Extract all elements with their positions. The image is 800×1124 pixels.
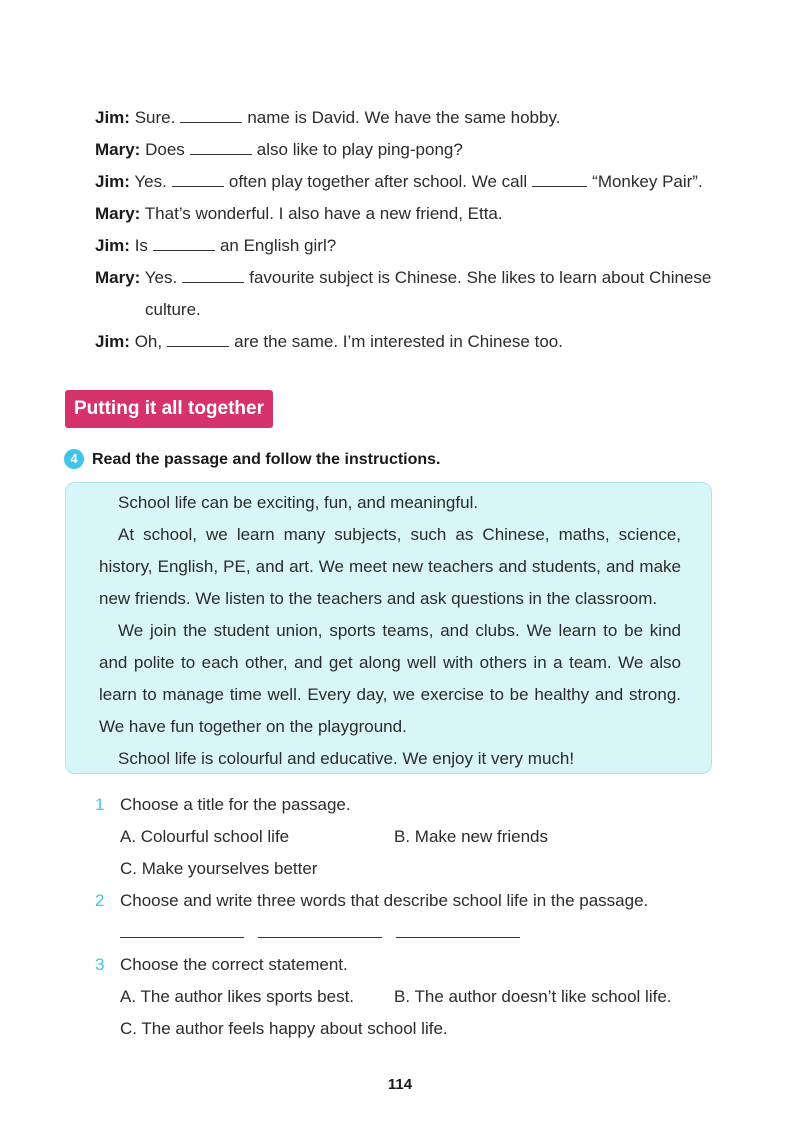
passage-paragraph: School life can be exciting, fun, and meaningful. [118, 493, 479, 512]
speaker-name: Mary: [95, 268, 141, 287]
dialogue-continuation: culture. [145, 300, 201, 319]
activity-instruction [64, 449, 441, 471]
passage-paragraph: We join the student union, sports teams, and clubs. We learn to be kind and polite to each other, and get along well with others in a team. We also learn to manage time well. Every day, we exercise to be healthy and strong. We have fun together on the playground. [99, 621, 681, 736]
dialogue-line [95, 134, 735, 166]
speaker-name: Jim: [95, 332, 130, 351]
option-row [95, 853, 735, 885]
dialogue-text: That’s wonderful. I also have a new friend, Etta. [144, 204, 503, 223]
answer-blank[interactable] [180, 108, 242, 123]
dialogue-text: also like to play ping-pong? [256, 140, 463, 159]
dialogue-line [95, 198, 735, 230]
dialogue-text: Yes. [144, 268, 178, 287]
speaker-name: Mary: [95, 204, 141, 223]
section-banner: Putting it all together [65, 390, 273, 428]
question-list [95, 789, 735, 1045]
dialogue-text: “Monkey Pair”. [592, 172, 703, 191]
dialogue-line [95, 166, 735, 198]
question-text: Choose and write three words that describe school life in the passage. [120, 891, 649, 910]
dialogue-line [95, 262, 735, 326]
dialogue-text: name is David. We have the same hobby. [247, 108, 561, 127]
reading-passage [65, 482, 712, 774]
option-a[interactable]: A. The author likes sports best. [120, 987, 355, 1006]
speaker-name: Jim: [95, 172, 130, 191]
option-row [95, 821, 735, 853]
answer-blank[interactable] [172, 172, 224, 187]
option-row [95, 981, 735, 1013]
answer-line[interactable] [258, 917, 382, 938]
dialogue-text: Is [134, 236, 148, 255]
question [95, 789, 735, 821]
dialogue-line [95, 326, 735, 358]
option-b[interactable]: B. Make new friends [394, 827, 549, 846]
question [95, 885, 735, 917]
passage-paragraph: School life is colourful and educative. We enjoy it very much! [118, 749, 575, 768]
speaker-name: Mary: [95, 140, 141, 159]
instruction-text: Read the passage and follow the instructions. [92, 451, 441, 468]
dialogue-line [95, 230, 735, 262]
dialogue-text: are the same. I’m interested in Chinese too. [234, 332, 563, 351]
dialogue [95, 102, 735, 358]
dialogue-text: an English girl? [219, 236, 337, 255]
option-a[interactable]: A. Colourful school life [120, 827, 290, 846]
dialogue-text: Yes. [134, 172, 167, 191]
page-number: 114 [387, 1076, 413, 1093]
answer-blank[interactable] [182, 268, 244, 283]
option-c[interactable]: C. The author feels happy about school life. [120, 1019, 448, 1038]
question-number: 1 [95, 795, 105, 814]
dialogue-line [95, 102, 735, 134]
speaker-name: Jim: [95, 108, 130, 127]
answer-line[interactable] [120, 917, 244, 938]
dialogue-text: Oh, [134, 332, 163, 351]
dialogue-text: Sure. [134, 108, 176, 127]
answer-blank[interactable] [153, 236, 215, 251]
question-number: 2 [95, 891, 105, 910]
dialogue-text: favourite subject is Chinese. She likes to learn about Chinese [249, 268, 712, 287]
answer-blank[interactable] [190, 140, 252, 155]
answer-line[interactable] [396, 917, 520, 938]
question-text: Choose the correct statement. [120, 955, 348, 974]
question-number: 3 [95, 955, 105, 974]
dialogue-text: often play together after school. We call [228, 172, 528, 191]
option-row [95, 1013, 735, 1045]
option-b[interactable]: B. The author doesn’t like school life. [394, 987, 672, 1006]
answer-blank[interactable] [167, 332, 229, 347]
option-c[interactable]: C. Make yourselves better [120, 859, 318, 878]
question [95, 949, 735, 981]
passage-paragraph: At school, we learn many subjects, such as Chinese, maths, science, history, English, PE, and art. We meet new teachers and students, and make new friends. We listen to the teachers and ask questions in the classroom. [99, 525, 681, 608]
dialogue-text: Does [145, 140, 185, 159]
speaker-name: Jim: [95, 236, 130, 255]
answer-lines [95, 917, 735, 949]
activity-number-badge: 4 [64, 449, 84, 469]
question-text: Choose a title for the passage. [120, 795, 351, 814]
answer-blank[interactable] [532, 172, 587, 187]
